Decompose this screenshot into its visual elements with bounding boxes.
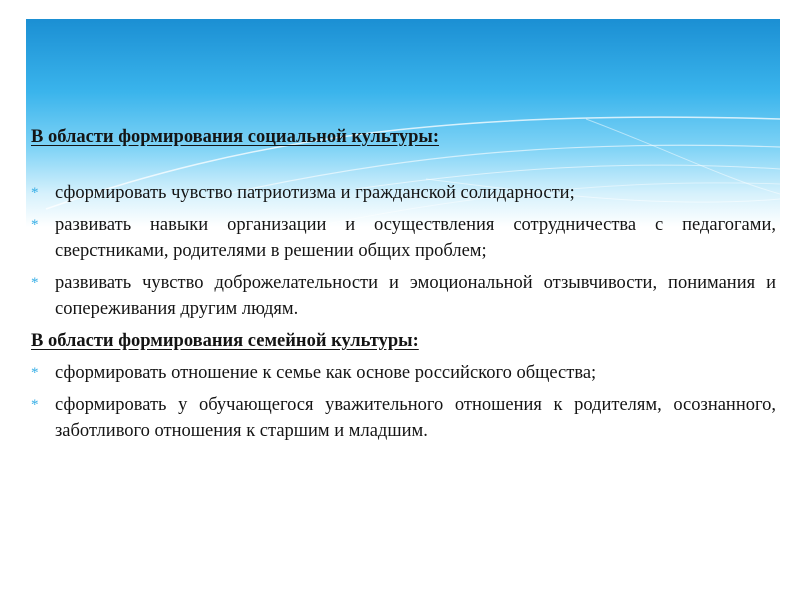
list-item (31, 270, 776, 322)
section2-list (31, 360, 776, 444)
list-item (31, 360, 776, 386)
slide-content (31, 124, 776, 450)
list-item-text: сформировать чувство патриотизма и гражданской солидарности; (55, 183, 575, 203)
bullet-icon: * (31, 217, 39, 233)
section1-heading: В области формирования социальной культуры: (31, 127, 439, 147)
bullet-icon: * (31, 275, 39, 291)
list-item-text: сформировать отношение к семье как основе российского общества; (55, 363, 597, 383)
bullet-icon: * (31, 365, 39, 381)
section2-heading: В области формирования семейной культуры: (31, 331, 419, 351)
section1-list (31, 180, 776, 322)
list-item-text: развивать чувство доброжелательности и эмоциональной отзывчивости, понимания и сопереживания другим людям. (55, 273, 776, 319)
bullet-icon: * (31, 397, 39, 413)
list-item (31, 212, 776, 264)
list-item-text: развивать навыки организации и осуществления сотрудничества с педагогами, сверстниками, родителями в решении общих проблем; (55, 215, 776, 261)
list-item (31, 392, 776, 444)
list-item (31, 180, 776, 206)
bullet-icon: * (31, 185, 39, 201)
list-item-text: сформировать у обучающегося уважительного отношения к родителям, осознанного, заботливого отношения к старшим и младшим. (55, 395, 776, 441)
